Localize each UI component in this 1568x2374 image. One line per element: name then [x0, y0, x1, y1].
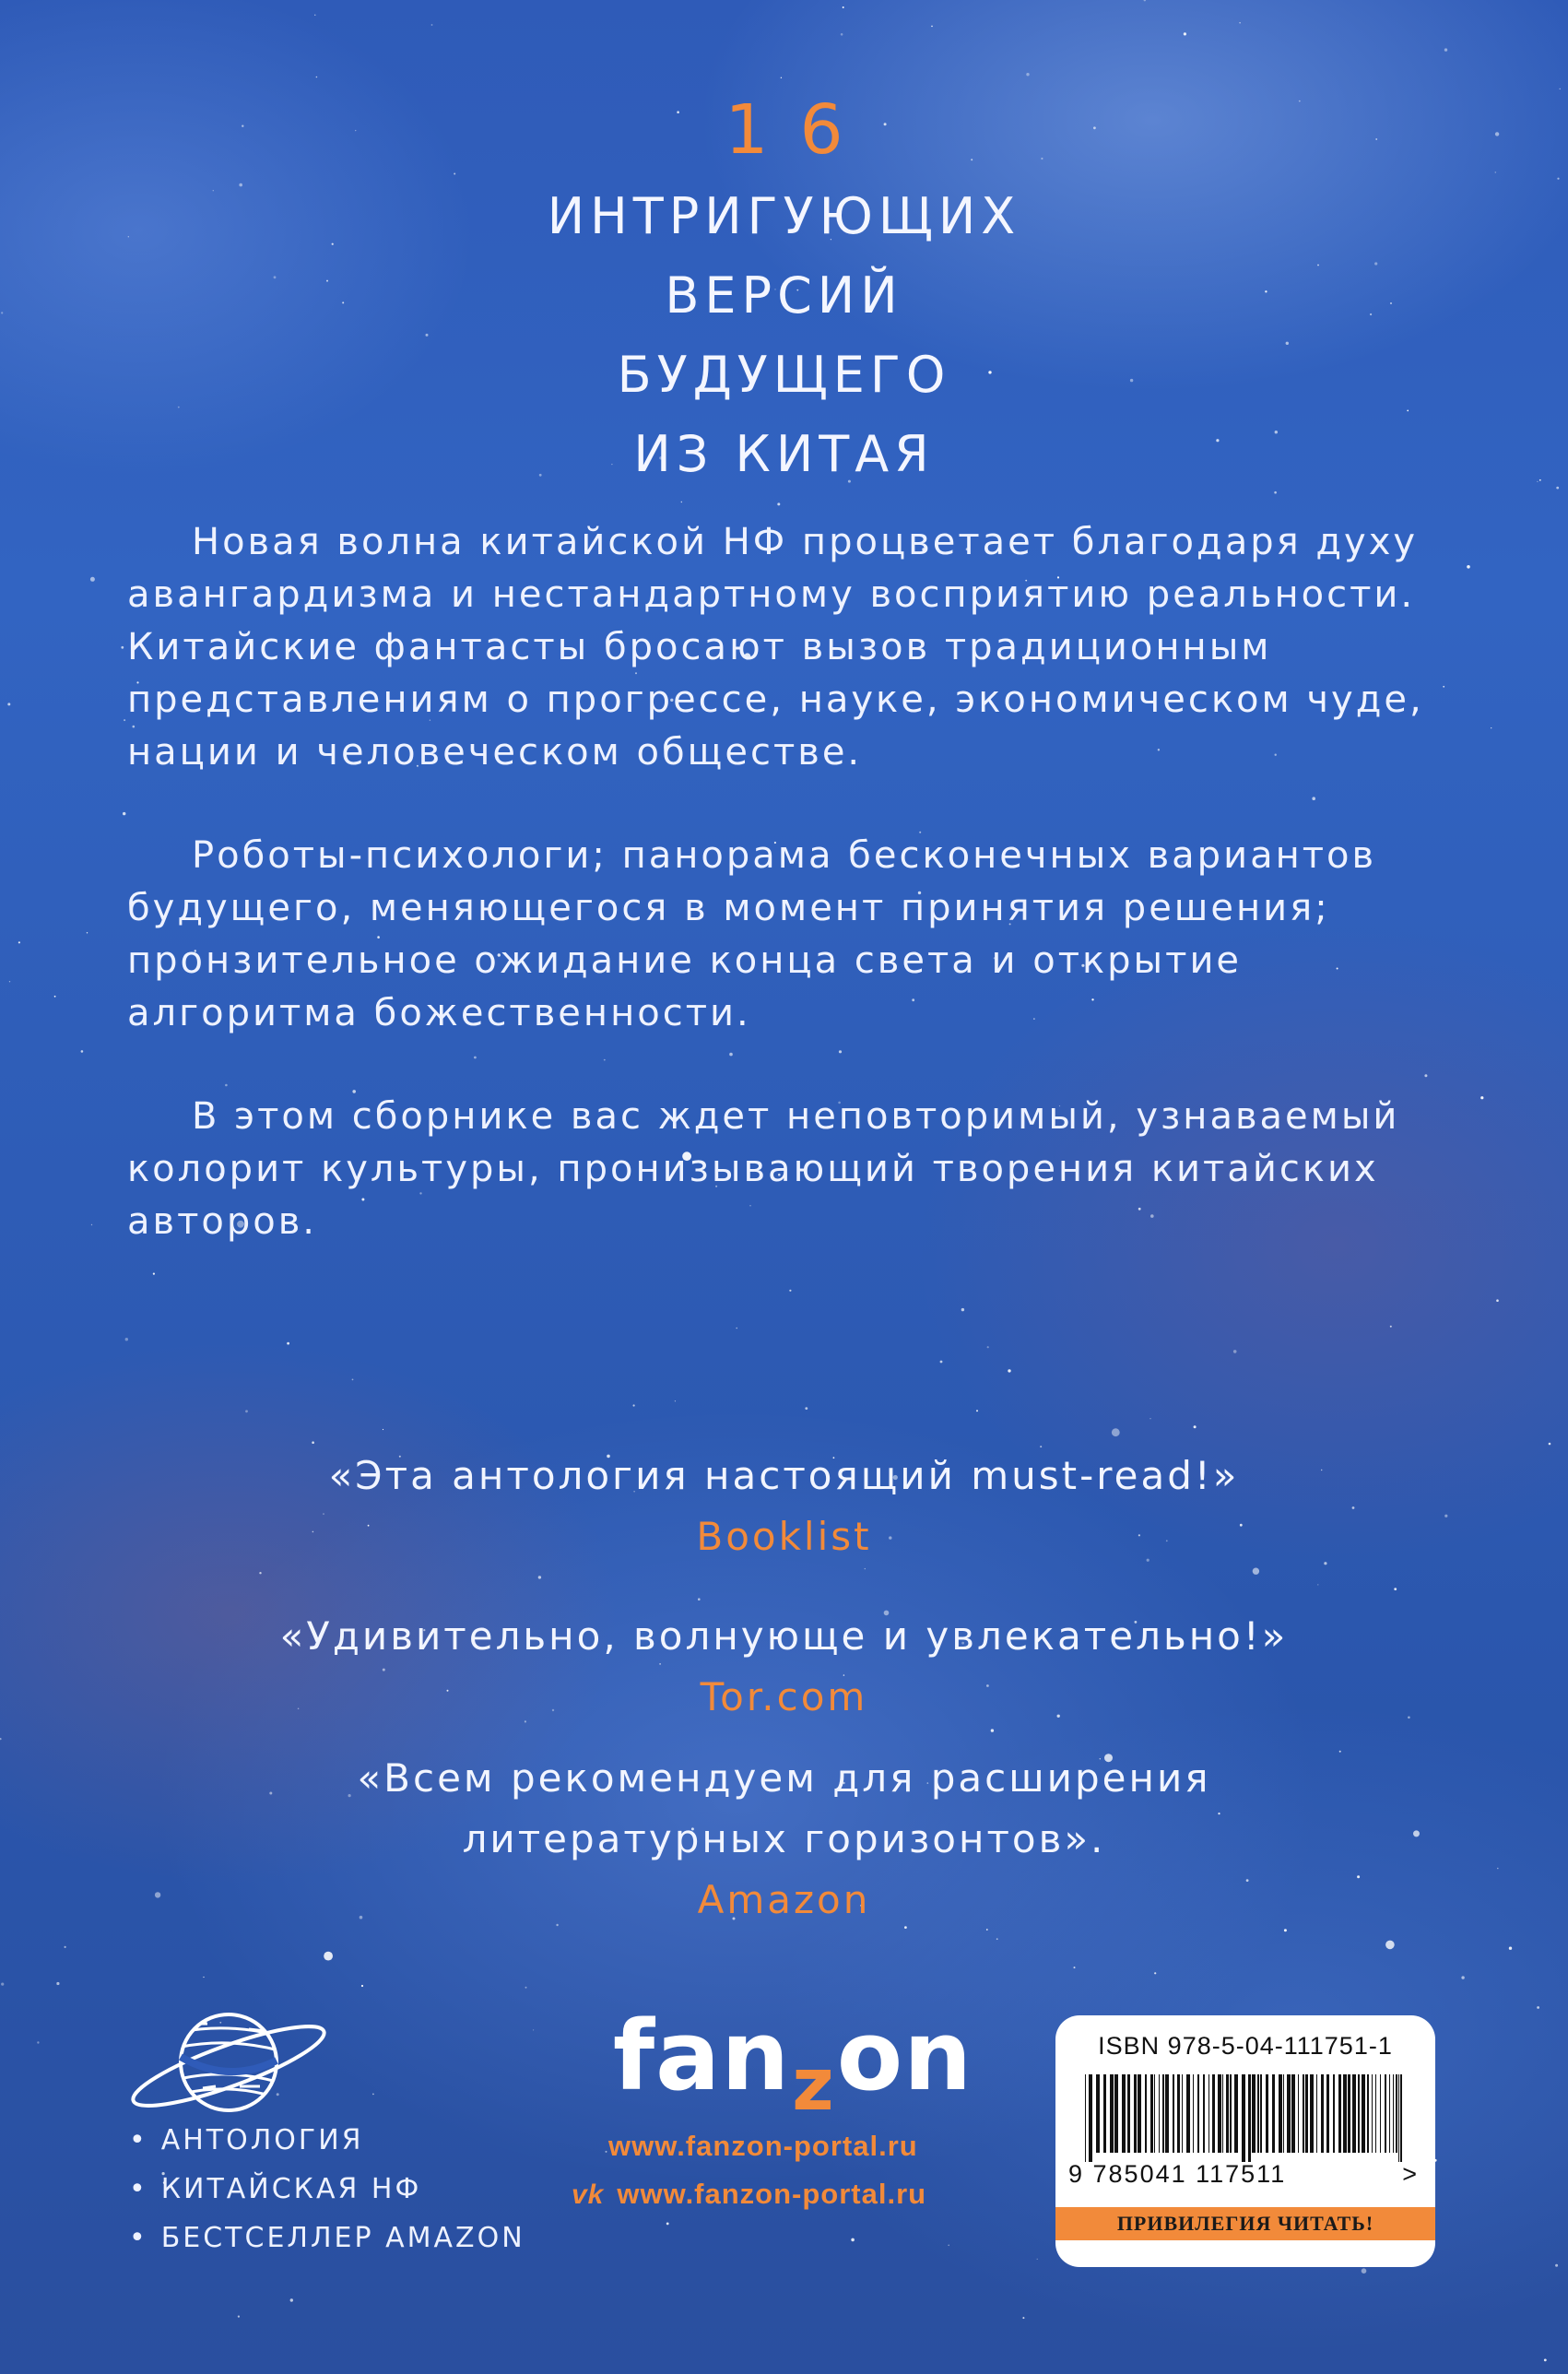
star: [324, 1952, 333, 1961]
vk-icon: vk: [572, 2179, 605, 2210]
barcode-bar: [1177, 2074, 1180, 2153]
star: [1480, 1096, 1483, 1099]
barcode-bar: [1396, 2074, 1397, 2153]
star: [121, 646, 124, 649]
review-quote-line: «Всем рекомендуем для расширения: [357, 1755, 1211, 1801]
barcode-bar: [1197, 2074, 1199, 2153]
barcode-bar: [1375, 2074, 1376, 2153]
barcode-bar: [1212, 2074, 1215, 2153]
genre-tag: • КИТАЙСКАЯ НФ: [129, 2165, 525, 2214]
barcode-quiet-mark: >: [1402, 2160, 1419, 2188]
star: [56, 1982, 59, 1985]
star: [361, 1985, 363, 1987]
cover-title: [0, 177, 1568, 494]
star: [1443, 686, 1444, 688]
barcode-bar: [1303, 2074, 1304, 2153]
barcode-bar: [1208, 2074, 1209, 2153]
barcode-bar: [1287, 2074, 1291, 2153]
isbn-barcode-box: [1055, 2015, 1435, 2267]
barcode-bar: [1230, 2074, 1232, 2153]
logo-part-accent: z: [792, 2044, 835, 2127]
star: [1544, 2359, 1547, 2362]
review-quote: «Удивительно, волнующе и увлекательно!»: [279, 1613, 1289, 1659]
star: [948, 2245, 949, 2247]
barcode-bar: [1333, 2074, 1335, 2153]
barcode-digits: [1068, 2160, 1428, 2189]
star: [841, 33, 843, 36]
review-quote-line: литературных горизонтов».: [462, 1816, 1106, 1861]
barcode: [1085, 2074, 1408, 2162]
star: [1496, 1299, 1499, 1302]
star: [1233, 1350, 1237, 1353]
star: [203, 1977, 204, 1978]
barcode-bar: [1398, 2074, 1399, 2162]
genre-tag: • БЕСТСЕЛЛЕР AMAZON: [129, 2214, 525, 2262]
star: [987, 1346, 989, 1348]
star: [976, 1410, 978, 1411]
star: [1194, 1425, 1197, 1428]
star: [81, 1050, 84, 1053]
star: [1008, 1369, 1010, 1372]
star: [352, 1379, 354, 1381]
barcode-bar: [1358, 2074, 1360, 2153]
genre-tags: [129, 2116, 525, 2262]
review-source: Amazon: [697, 1877, 871, 1922]
barcode-bar: [1165, 2074, 1169, 2153]
star: [54, 996, 56, 998]
barcode-bar: [1110, 2074, 1114, 2153]
barcode-bar: [1348, 2074, 1350, 2153]
barcode-bar: [1182, 2074, 1183, 2153]
star: [1154, 1972, 1156, 1974]
star: [843, 6, 844, 8]
blurb: [127, 516, 1436, 1299]
star: [316, 77, 318, 78]
star: [238, 2316, 240, 2318]
title-line: ИЗ КИТАЯ: [633, 425, 935, 483]
star: [290, 2298, 293, 2301]
star: [312, 1441, 314, 1444]
logo-part: on: [836, 2000, 973, 2112]
star: [1549, 1443, 1551, 1446]
star: [1112, 1428, 1120, 1436]
star: [1026, 73, 1029, 76]
barcode-bar: [1326, 2074, 1329, 2153]
star: [1461, 1976, 1464, 1978]
barcode-bar: [1226, 2074, 1229, 2153]
barcode-bar: [1310, 2074, 1314, 2153]
barcode-bar: [1321, 2074, 1324, 2153]
barcode-bar: [1193, 2074, 1194, 2153]
star: [1184, 32, 1186, 35]
review-quotes: [0, 1446, 1568, 1951]
barcode-bar: [1222, 2074, 1223, 2153]
star: [1022, 2317, 1024, 2319]
saturn-planet-icon: [120, 1996, 332, 2134]
star: [1074, 1967, 1076, 1968]
star: [1362, 2268, 1367, 2274]
star: [245, 1410, 248, 1412]
barcode-bar: [1305, 2074, 1308, 2153]
barcode-bar: [1114, 2074, 1118, 2153]
barcode-bar: [1103, 2074, 1106, 2153]
barcode-bar: [1385, 2074, 1386, 2153]
barcode-bar: [1316, 2074, 1317, 2153]
barcode-bar: [1218, 2074, 1221, 2153]
barcode-bar: [1150, 2074, 1153, 2153]
star: [533, 2029, 534, 2030]
star: [1149, 1418, 1150, 1419]
star: [781, 77, 782, 78]
star: [18, 941, 20, 943]
barcode-bar: [1362, 2074, 1365, 2153]
star: [1444, 48, 1447, 51]
star: [1, 1983, 4, 1986]
barcode-bar: [1154, 2074, 1155, 2153]
genre-tag: • АНТОЛОГИЯ: [129, 2116, 525, 2165]
barcode-bar: [1134, 2074, 1137, 2153]
star: [525, 1987, 527, 1989]
star: [675, 1400, 676, 1401]
star: [1390, 1326, 1392, 1328]
barcode-bar: [1248, 2074, 1251, 2162]
website-link[interactable]: www.fanzon-portal.ru: [608, 2130, 918, 2162]
blurb-paragraph: Роботы-психологи; панорама бесконечных вариантов будущего, меняющегося в момент принятия решения; пронзительное ожидание конца света и открытие алгоритма божественности.: [127, 834, 1377, 1034]
barcode-bar: [1234, 2074, 1238, 2153]
title-line: ИНТРИГУЮЩИХ: [547, 187, 1021, 245]
barcode-bar: [1242, 2074, 1245, 2162]
star: [123, 812, 125, 815]
barcode-bar: [1203, 2074, 1205, 2153]
star: [940, 1361, 943, 1364]
star: [851, 2238, 855, 2242]
barcode-bar: [1343, 2074, 1347, 2153]
barcode-bar: [1279, 2074, 1282, 2153]
star: [666, 2223, 669, 2226]
barcode-bar: [1127, 2074, 1130, 2153]
star: [7, 703, 10, 705]
barcode-bar: [1393, 2074, 1394, 2153]
star: [454, 173, 455, 175]
star: [1495, 171, 1497, 173]
barcode-bar: [1272, 2074, 1275, 2153]
star: [633, 1404, 635, 1406]
barcode-bar: [1298, 2074, 1299, 2153]
blurb-paragraph: В этом сборнике вас ждет неповторимый, узнаваемый колорит культуры, пронизывающий творения китайских авторов.: [127, 1095, 1400, 1243]
barcode-bar: [1173, 2074, 1174, 2153]
star: [124, 719, 125, 721]
star: [372, 2094, 374, 2096]
star: [931, 26, 933, 28]
vk-link-text: www.fanzon-portal.ru: [617, 2178, 927, 2210]
barcode-bar: [1352, 2074, 1356, 2153]
barcode-bar: [1338, 2074, 1341, 2153]
barcode-bar: [1162, 2074, 1164, 2153]
barcode-bar: [1283, 2074, 1284, 2153]
star: [125, 1338, 128, 1341]
barcode-bar: [1138, 2074, 1141, 2153]
barcode-bar: [1400, 2074, 1402, 2162]
star: [805, 1407, 808, 1410]
barcode-number: 9 785041 117511: [1068, 2160, 1287, 2188]
star: [314, 15, 315, 16]
star: [1537, 2006, 1539, 2009]
star: [287, 1342, 289, 1345]
barcode-bar: [1260, 2074, 1262, 2153]
publisher-logo: [608, 2000, 977, 2127]
star: [37, 2041, 39, 2043]
barcode-bar: [1266, 2074, 1268, 2153]
star: [90, 577, 95, 582]
star: [961, 1308, 964, 1311]
barcode-bar: [1257, 2074, 1259, 2153]
star: [87, 932, 88, 933]
barcode-bar: [1145, 2074, 1147, 2153]
barcode-bar: [1085, 2074, 1086, 2162]
barcode-bar: [1159, 2074, 1160, 2153]
barcode-bar: [1389, 2074, 1390, 2153]
review-source: Booklist: [696, 1514, 872, 1559]
barcode-bar: [1186, 2074, 1190, 2153]
star: [9, 981, 10, 982]
barcode-bar: [1291, 2074, 1295, 2153]
slogan-badge: ПРИВИЛЕГИЯ ЧИТАТЬ!: [1055, 2207, 1435, 2240]
barcode-bar: [1096, 2074, 1100, 2153]
barcode-bar: [1122, 2074, 1126, 2153]
star: [431, 24, 433, 26]
barcode-bar: [1089, 2074, 1092, 2162]
star: [777, 502, 780, 505]
vk-link[interactable]: [572, 2178, 926, 2211]
blurb-paragraph: Новая волна китайской НФ процветает благодаря духу авангардизма и нестандартному восприятию реальности. Китайские фантасты бросают вызов традиционным представлениям о прогрессе, науке, экономическом чуде, нации и человеческом обществе.: [127, 521, 1424, 774]
review-source: Tor.com: [700, 1674, 868, 1719]
star: [736, 1328, 737, 1329]
star: [1239, 22, 1240, 23]
isbn-label: ISBN 978-5-04-111751-1: [1098, 2032, 1393, 2060]
star: [1144, 0, 1146, 1]
star: [606, 2151, 607, 2153]
logo-part: fan: [612, 2000, 791, 2112]
star: [1467, 565, 1470, 569]
star: [91, 1224, 92, 1225]
star: [1555, 2264, 1558, 2267]
title-line: ВЕРСИЙ: [665, 266, 903, 325]
barcode-bar: [1252, 2074, 1256, 2153]
barcode-bar: [1372, 2074, 1373, 2153]
star: [1037, 2259, 1038, 2260]
review-quote: «Эта антология настоящий must-read!»: [328, 1453, 1240, 1498]
barcode-bar: [1367, 2074, 1369, 2153]
collection-count: 16: [725, 90, 875, 170]
title-line: БУДУЩЕГО: [617, 346, 951, 404]
barcode-bar: [1380, 2074, 1381, 2153]
